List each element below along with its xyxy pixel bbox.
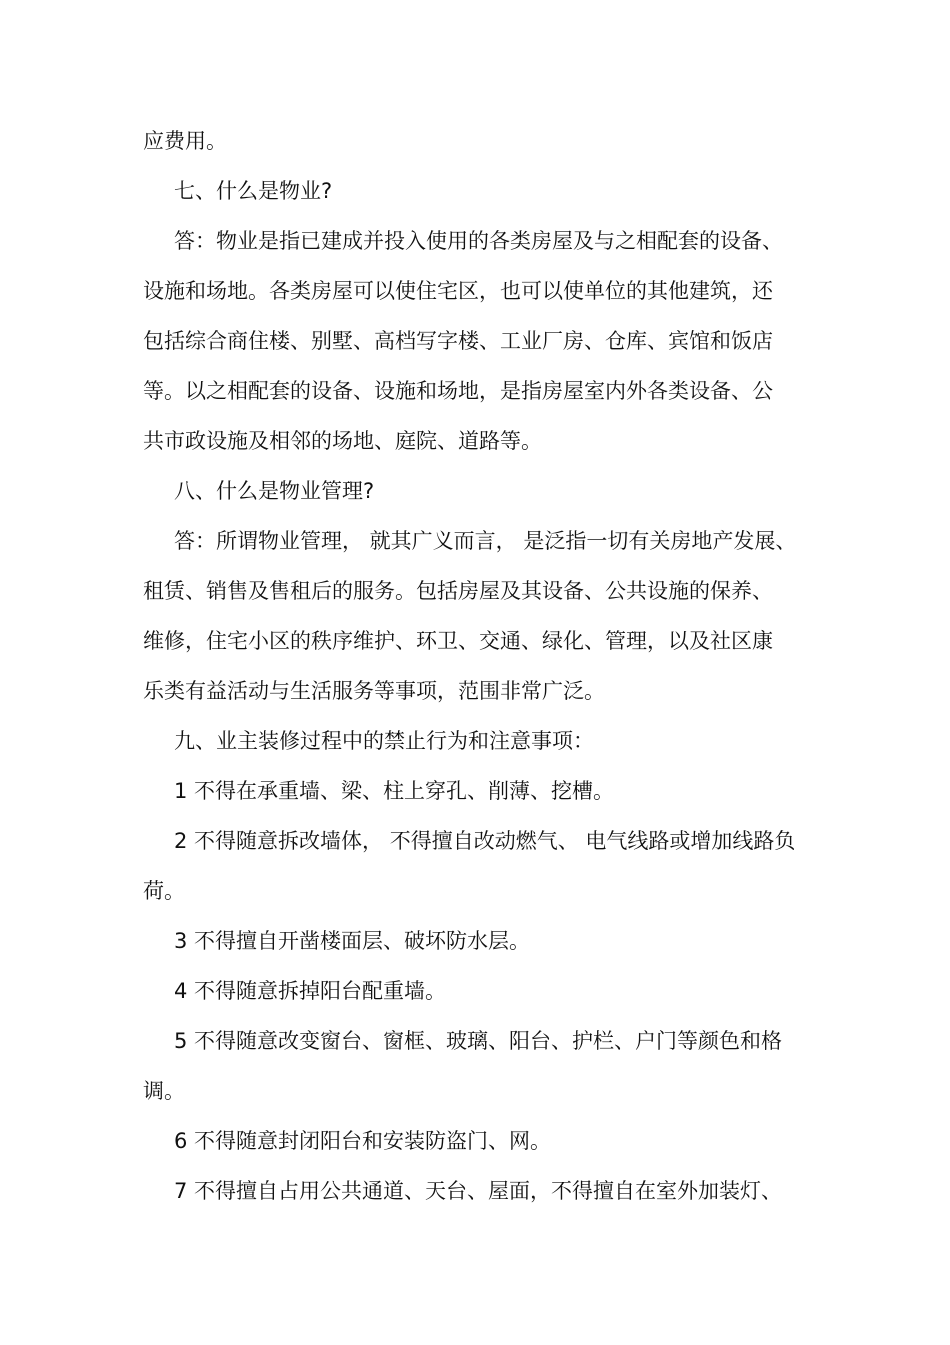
text-line: 共市政设施及相邻的场地、庭院、道路等。 [143, 429, 542, 453]
text-line: 应费用。 [143, 129, 227, 153]
text-line: 等。以之相配套的设备、设施和场地，是指房屋室内外各类设备、公 [143, 379, 773, 403]
list-item: 7 不得擅自占用公共通道、天台、屋面，不得擅自在室外加装灯、 [174, 1179, 783, 1203]
list-item: 1 不得在承重墙、梁、柱上穿孔、削薄、挖槽。 [174, 779, 615, 803]
text-line: 答：物业是指已建成并投入使用的各类房屋及与之相配套的设备、 [174, 229, 783, 253]
text-line: 调。 [143, 1079, 185, 1103]
list-item: 4 不得随意拆掉阳台配重墙。 [174, 979, 447, 1003]
text-line: 维修，住宅小区的秩序维护、环卫、交通、绿化、管理，以及社区康 [143, 629, 773, 653]
text-line: 荷。 [143, 879, 185, 903]
text-line: 答：所谓物业管理， 就其广义而言， 是泛指一切有关房地产发展、 [174, 529, 797, 553]
list-item: 2 不得随意拆改墙体， 不得擅自改动燃气、 电气线路或增加线路负 [174, 829, 796, 853]
text-line: 租赁、销售及售租后的服务。包括房屋及其设备、公共设施的保养、 [143, 579, 773, 603]
list-item: 6 不得随意封闭阳台和安装防盗门、网。 [174, 1129, 552, 1153]
section-heading-7: 七、什么是物业? [174, 179, 333, 203]
list-item: 5 不得随意改变窗台、窗框、玻璃、阳台、护栏、户门等颜色和格 [174, 1029, 783, 1053]
section-heading-9: 九、业主装修过程中的禁止行为和注意事项： [174, 729, 594, 753]
text-line: 乐类有益活动与生活服务等事项，范围非常广泛。 [143, 679, 605, 703]
text-line: 设施和场地。各类房屋可以使住宅区，也可以使单位的其他建筑，还 [143, 279, 773, 303]
text-line: 包括综合商住楼、别墅、高档写字楼、工业厂房、仓库、宾馆和饭店 [143, 329, 773, 353]
list-item: 3 不得擅自开凿楼面层、破坏防水层。 [174, 929, 531, 953]
section-heading-8: 八、什么是物业管理? [174, 479, 375, 503]
